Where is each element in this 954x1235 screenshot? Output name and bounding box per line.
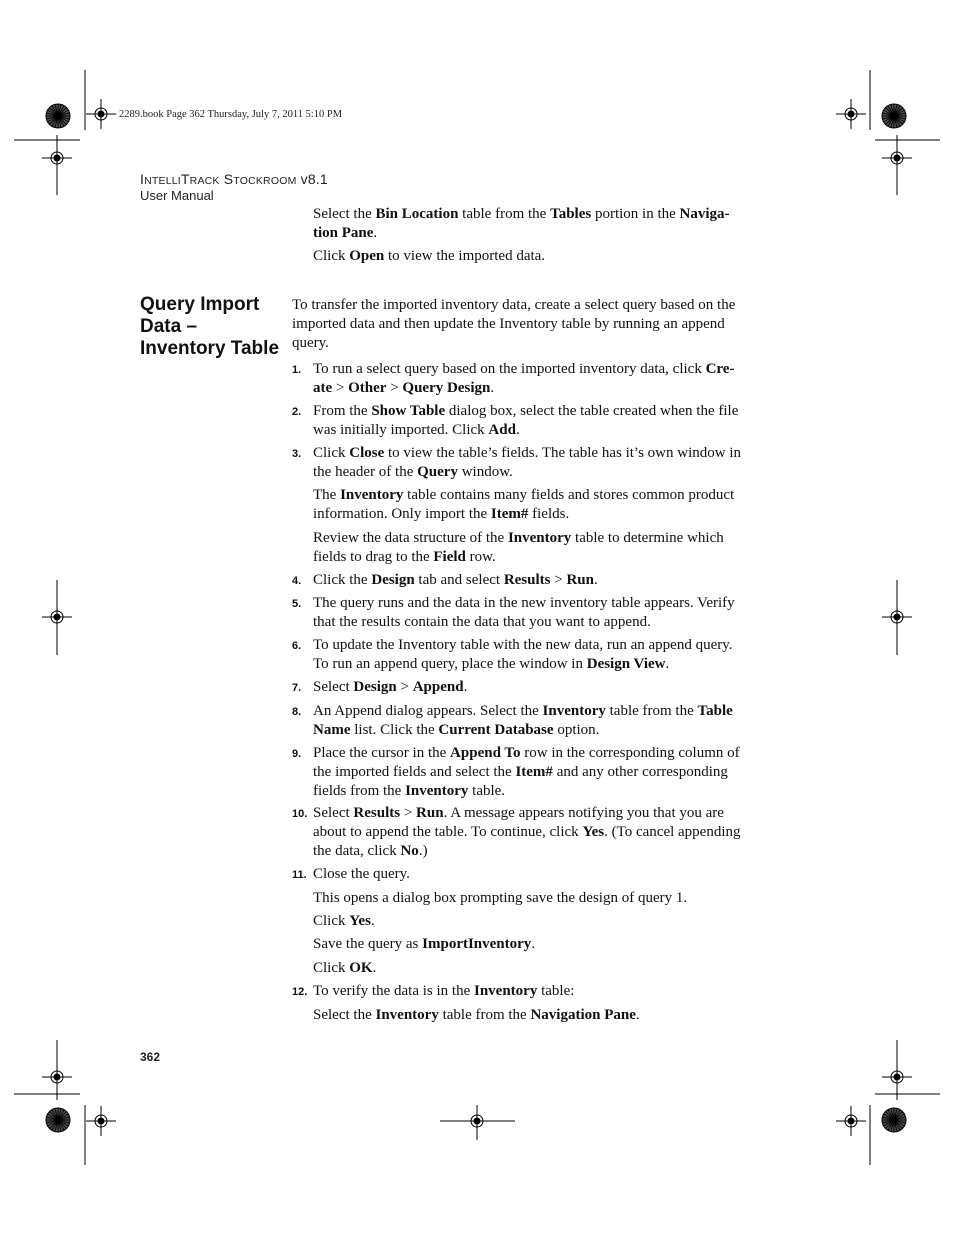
paragraph: Click Yes. [313, 913, 375, 929]
running-head-title: INTELLITRACK STOCKROOM v8.1 [140, 171, 328, 187]
running-head-subtitle: User Manual [140, 188, 214, 203]
paragraph: Review the data structure of the Inventory table to determine which fields to drag to the Field row. [313, 530, 724, 565]
list-item-text: To verify the data is in the Inventory table: [313, 983, 575, 999]
list-item-number: 12. [292, 986, 308, 998]
list-item-text: The query runs and the data in the new inventory table appears. Verify that the results contain the data that you want to append. [313, 595, 735, 630]
paragraph: This opens a dialog box prompting save the design of query 1. [313, 890, 688, 906]
list-item-text: Select Design > Append. [313, 679, 468, 695]
print-slug: 2289.book Page 362 Thursday, July 7, 2011 5:10 PM [119, 109, 343, 120]
list-item-number: 10. [292, 808, 308, 820]
list-item-text: Click Close to view the table’s fields. The table has it’s own window in the header of the Query window. [313, 445, 741, 480]
paragraph: Click Open to view the imported data. [313, 248, 546, 264]
paragraph: Select the Inventory table from the Navigation Pane. [313, 1007, 640, 1023]
list-item-text: An Append dialog appears. Select the Inventory table from the Table Name list. Click the Current Database option. [313, 703, 733, 738]
list-item-number: 9. [292, 748, 302, 760]
list-item-number: 3. [292, 448, 302, 460]
paragraph: The Inventory table contains many fields and stores common product information. Only import the Item# fields. [313, 487, 735, 522]
list-item-number: 11. [292, 869, 307, 881]
paragraph: Save the query as ImportInventory. [313, 936, 536, 952]
paragraph: Select the Bin Location table from the Tables portion in the Naviga- tion Pane. [313, 206, 730, 241]
list-item-number: 2. [292, 406, 302, 418]
list-item-number: 6. [292, 640, 302, 652]
list-item-text: To run a select query based on the imported inventory data, click Cre- ate > Other > Query Design. [313, 361, 735, 396]
list-item-number: 8. [292, 706, 302, 718]
paragraph: To transfer the imported inventory data, create a select query based on the imported data and then update the Inventory table by running an append query. [292, 297, 736, 351]
list-item-number: 1. [292, 364, 302, 376]
list-item-text: Close the query. [313, 866, 410, 882]
list-item-number: 5. [292, 598, 302, 610]
list-item-text: Select Results > Run. A message appears notifying you that you are about to append the table. To continue, click Yes. (To cancel appending the data, click No.) [313, 805, 741, 859]
list-item-text: From the Show Table dialog box, select the table created when the file was initially imported. Click Add. [313, 403, 739, 438]
page-number: 362 [140, 1050, 161, 1064]
list-item-number: 7. [292, 682, 302, 694]
list-item-text: To update the Inventory table with the new data, run an append query. To run an append query, place the window in Design View. [313, 637, 733, 672]
section-heading: Query Import Data – Inventory Table [140, 294, 280, 359]
paragraph: Click OK. [313, 960, 377, 976]
list-item-text: Place the cursor in the Append To row in the corresponding column of the imported fields and select the Item# and any other corresponding fields from the Inventory table. [313, 745, 740, 799]
list-item-text: Click the Design tab and select Results > Run. [313, 572, 598, 588]
list-item-number: 4. [292, 575, 302, 587]
